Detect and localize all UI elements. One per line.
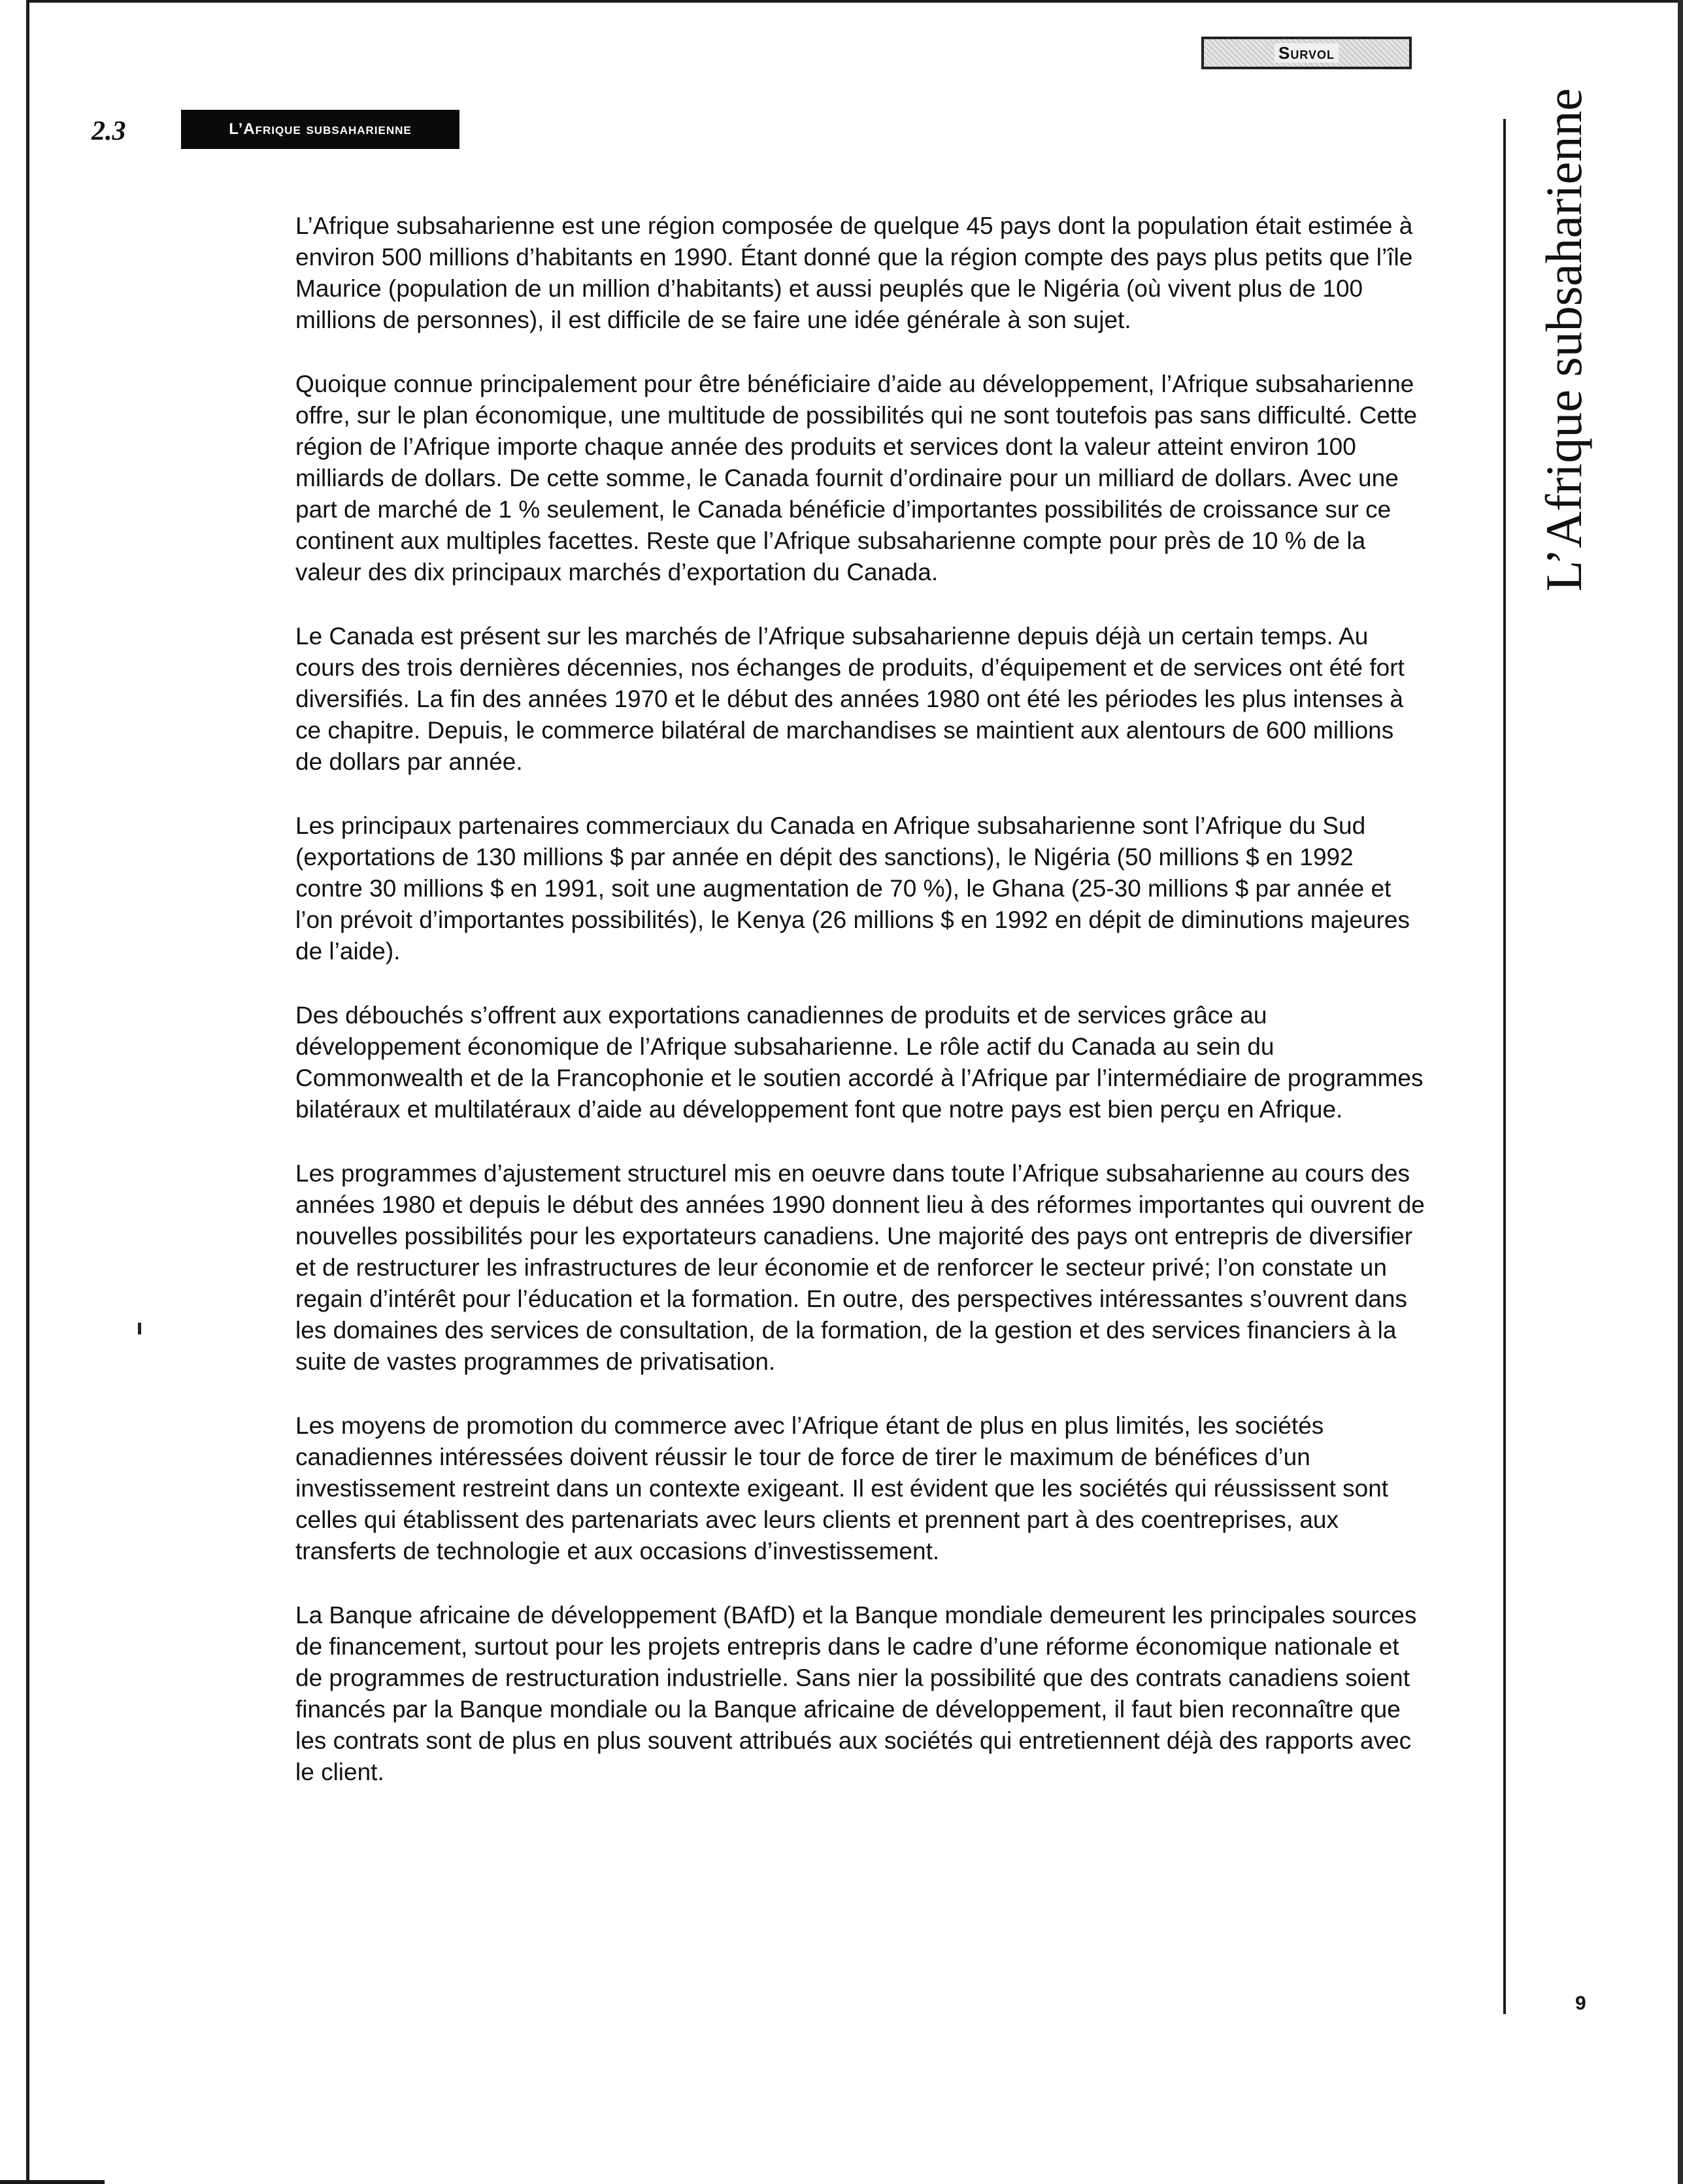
side-title [1525, 88, 1603, 592]
side-title-text: L’Afrique subsaharienne [1535, 88, 1592, 592]
scan-mark [138, 1323, 141, 1334]
paragraph: Les moyens de promotion du commerce avec l’Afrique étant de plus en plus limités, les sociétés canadiennes intéressées doivent réussir le tour de force de tirer le maximum de bénéfices d’un investissement restreint dans un contexte exigeant. Il est évident que les sociétés qui réussissent sont celles qui établissent des partenariats avec leurs clients et prennent part à des coentreprises, aux transferts de technologie et aux occasions d’investissement. [295, 1412, 1389, 1564]
vertical-rule [1503, 119, 1506, 2014]
scan-border-left [26, 0, 29, 2184]
scan-border-right [1678, 0, 1683, 2184]
scan-border-top [26, 0, 1683, 3]
paragraph: L’Afrique subsaharienne est une région composée de quelque 45 pays dont la population était estimée à environ 500 millions d’habitants en 1990. Étant donné que la région compte des pays plus petits que l’île Maurice (population de un million d’habitants) et aussi peuplés que le Nigéria (où vivent plus de 100 millions de personnes), il est difficile de se faire une idée générale à son sujet. [295, 212, 1413, 333]
header-tab [1201, 37, 1412, 69]
page-number: 9 [1575, 1993, 1586, 2014]
paragraph: Les programmes d’ajustement structurel mis en oeuvre dans toute l’Afrique subsaharienne au cours des années 1980 et depuis le début des années 1990 donnent lieu à des réformes importantes qui ouvrent de nouvelles possibilités pour les exportateurs canadiens. Une majorité des pays ont entrepris de diversifier et de restructurer les infrastructures de leur économie et de renforcer le secteur privé; l’on constate un regain d’intérêt pour l’éducation et la formation. En outre, des perspectives intéressantes s’ouvrent dans les domaines des services de consultation, de la formation, de la gestion et des services financiers à la suite de vastes programmes de privatisation. [295, 1160, 1425, 1375]
paragraph: Les principaux partenaires commerciaux du Canada en Afrique subsaharienne sont l’Afrique du Sud (exportations de 130 millions $ par année en dépit des sanctions), le Nigéria (50 millions $ en 1992 contre 30 millions $ en 1991, soit une augmentation de 70 %), le Ghana (25-30 millions $ par année et l’on prévoit d’importantes possibilités), le Kenya (26 millions $ en 1992 en dépit de diminutions majeures de l’aide). [295, 812, 1410, 965]
body-text [295, 210, 1426, 1821]
paragraph: Le Canada est présent sur les marchés de l’Afrique subsaharienne depuis déjà un certain temps. Au cours des trois dernières décennies, nos échanges de produits, d’équipement et de services ont été fort diversifiés. La fin des années 1970 et le début des années 1980 ont été les périodes les plus intenses à ce chapitre. Depuis, le commerce bilatéral de marchandises se maintient aux alentours de 600 millions de dollars par année. [295, 623, 1405, 775]
paragraph: Quoique connue principalement pour être bénéficiaire d’aide au développement, l’Afrique subsaharienne offre, sur le plan économique, une multitude de possibilités qui ne sont toutefois pas sans difficulté. Cette région de l’Afrique importe chaque année des produits et services dont la valeur atteint environ 100 milliards de dollars. De cette somme, le Canada fournit d’ordinaire pour un milliard de dollars. Avec une part de marché de 1 % seulement, le Canada bénéficie d’importantes possibilités de croissance sur ce continent aux multiples facettes. Reste que l’Afrique subsaharienne compte pour près de 10 % de la valeur des dix principaux marchés d’exportation du Canada. [295, 371, 1418, 586]
paragraph: La Banque africaine de développement (BAfD) et la Banque mondiale demeurent les principales sources de financement, surtout pour les projets entrepris dans le cadre d’une réforme économique nationale et de programmes de restructuration industrielle. Sans nier la possibilité que des contrats canadiens soient financés par la Banque mondiale ou la Banque africaine de développement, il faut bien reconnaître que les contrats sont de plus en plus souvent attribués aux sociétés qui entretiennent déjà des rapports avec le client. [295, 1602, 1417, 1785]
scan-border-bottom [0, 2180, 105, 2184]
section-number: 2.3 [92, 116, 126, 146]
paragraph: Des débouchés s’offrent aux exportations canadiennes de produits et de services grâce au développement économique de l’Afrique subsaharienne. Le rôle actif du Canada au sein du Commonwealth et de la Francophonie et le soutien accordé à l’Afrique par l’intermédiaire de programmes bilatéraux et multilatéraux d’aide au développement font que notre pays est bien perçu en Afrique. [295, 1002, 1424, 1123]
header-tab-label: Survol [1275, 43, 1339, 63]
section-title: L’Afrique subsaharienne [181, 110, 459, 149]
